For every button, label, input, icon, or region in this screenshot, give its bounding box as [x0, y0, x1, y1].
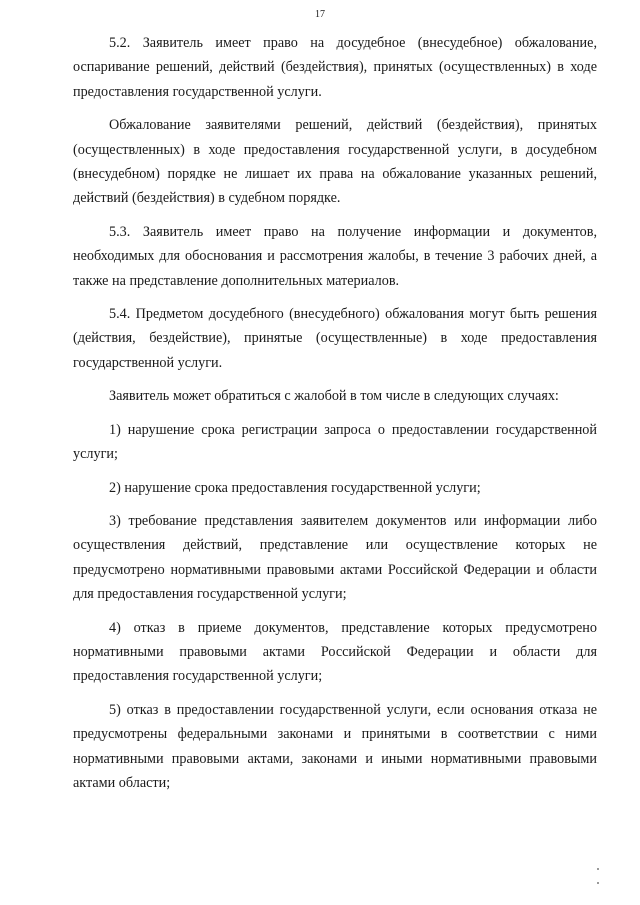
scan-speck: [597, 882, 599, 884]
scan-speck: [597, 868, 599, 870]
paragraph-5-4: 5.4. Предметом досудебного (внесудебного) обжалования могут быть решения (действия, бездействие), принятые (осуществленные) в ходе предоставления государственной услуги.: [73, 306, 597, 371]
list-item-2: 2) нарушение срока предоставления государственной услуги;: [109, 479, 481, 496]
page-number: 17: [315, 9, 325, 20]
list-item-5: 5) отказ в предоставлении государственной услуги, если основания отказа не предусмотрены федеральными законами и принятыми в соответствии с ними нормативными правовыми актами, законами и иными нормативными правовыми актами области;: [73, 701, 597, 791]
list-item-3: 3) требование представления заявителем документов или информации либо осуществления действий, представление или осуществление которых не предусмотрено нормативными правовыми актами Российской Федерации и области для предоставления государственной услуги;: [73, 512, 597, 603]
paragraph-5-2: 5.2. Заявитель имеет право на досудебное (внесудебное) обжалование, оспаривание решений, действий (бездействия), принятых (осуществленных) в ходе предоставления государственной услуги.: [73, 35, 597, 100]
paragraph-complaint-cases-intro: Заявитель может обратиться с жалобой в том числе в следующих случаях:: [109, 388, 559, 405]
paragraph-appeal-rights: Обжалование заявителями решений, действий (бездействия), принятых (осуществленных) в ходе предоставления государственной услуги, в досудебном (внесудебном) порядке не лишает их права на обжалование указанных решений, действий (бездействия) в судебном порядке.: [73, 117, 597, 207]
document-body: [73, 31, 597, 804]
paragraph-5-3: 5.3. Заявитель имеет право на получение информации и документов, необходимых для обоснования и рассмотрения жалобы, в течение 3 рабочих дней, а также на представление дополнительных материалов.: [73, 223, 597, 289]
list-item-1: 1) нарушение срока регистрации запроса о предоставлении государственной услуги;: [73, 421, 597, 463]
list-item-4: 4) отказ в приеме документов, представление которых предусмотрено нормативными правовыми актами Российской Федерации и области для предоставления государственной услуги;: [73, 619, 597, 685]
